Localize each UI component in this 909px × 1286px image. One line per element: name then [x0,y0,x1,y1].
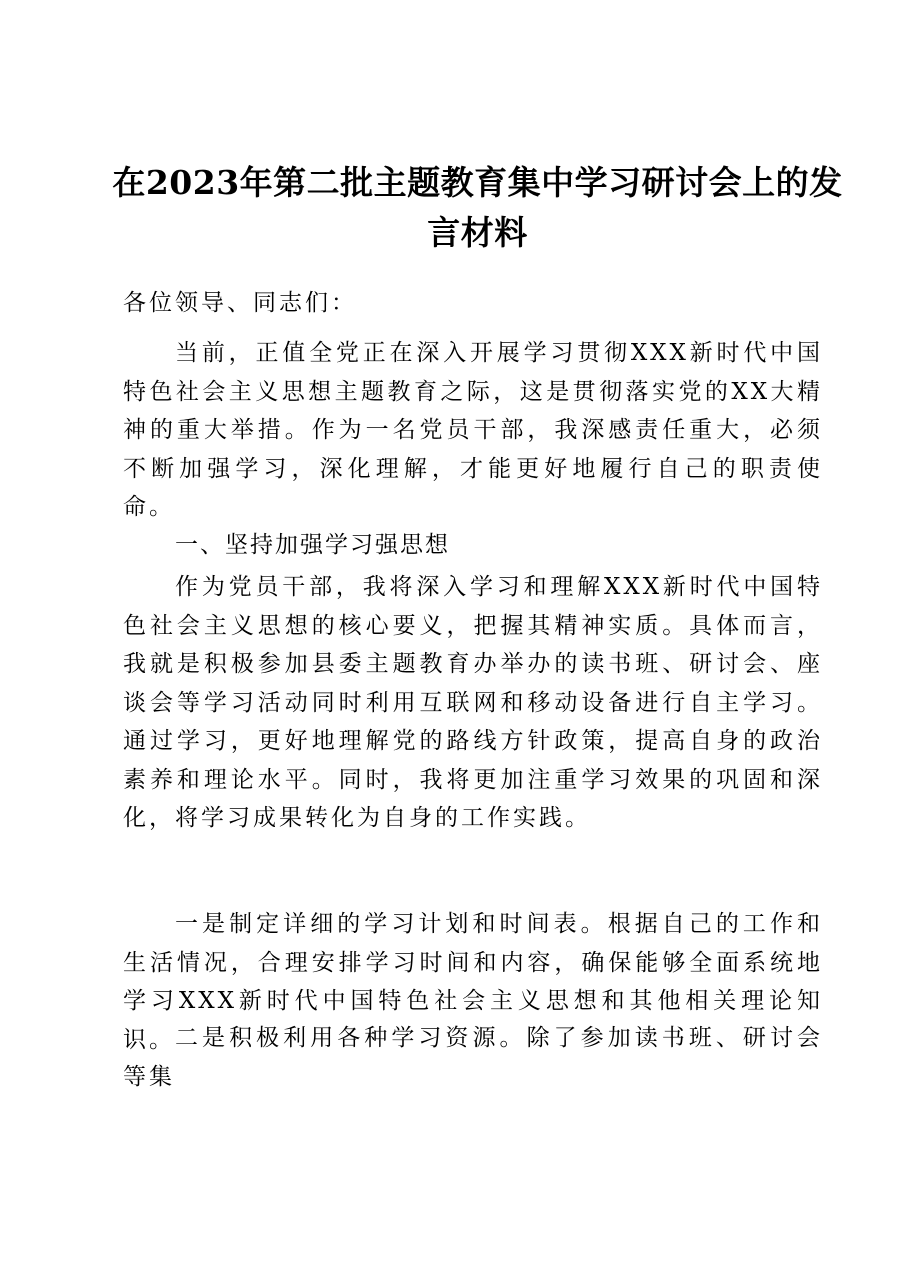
intro-paragraph: 当前，正值全党正在深入开展学习贯彻XXX新时代中国特色社会主义思想主题教育之际，这是贯彻落实党的XX大精神的重大举措。作为一名党员干部，我深感责任重大，必须不断加强学习，深化理解，才能更好地履行自己的职责使命。 [123,340,823,520]
point-one-paragraph: 一是制定详细的学习计划和时间表。根据自己的工作和生活情况，合理安排学习时间和内容，确保能够全面系统地学习XXX新时代中国特色社会主义思想和其他相关理论知识。 [123,911,823,1053]
greeting: 各位领导、同志们： [123,290,357,316]
document-title: 在2023年第二批主题教育集中学习研讨会上的发言材料 [112,163,843,252]
section-body-paragraph: 作为党员干部，我将深入学习和理解XXX新时代中国特色社会主义思想的核心要义，把握其精神实质。具体而言，我就是积极参加县委主题教育办举办的读书班、研讨会、座谈会等学习活动同时利用互联网和移动设备进行自主学习。通过学习，更好地理解党的路线方针政策，提高自身的政治素养和理论水平。同时，我将更加注重学习效果的巩固和深化，将学习成果转化为自身的工作实践。 [123,574,823,831]
section-heading: 一、坚持加强学习强思想 [175,532,450,558]
point-two-paragraph: 二是积极利用各种学习资源。除了参加读书班、研讨会等集 [123,1025,823,1090]
